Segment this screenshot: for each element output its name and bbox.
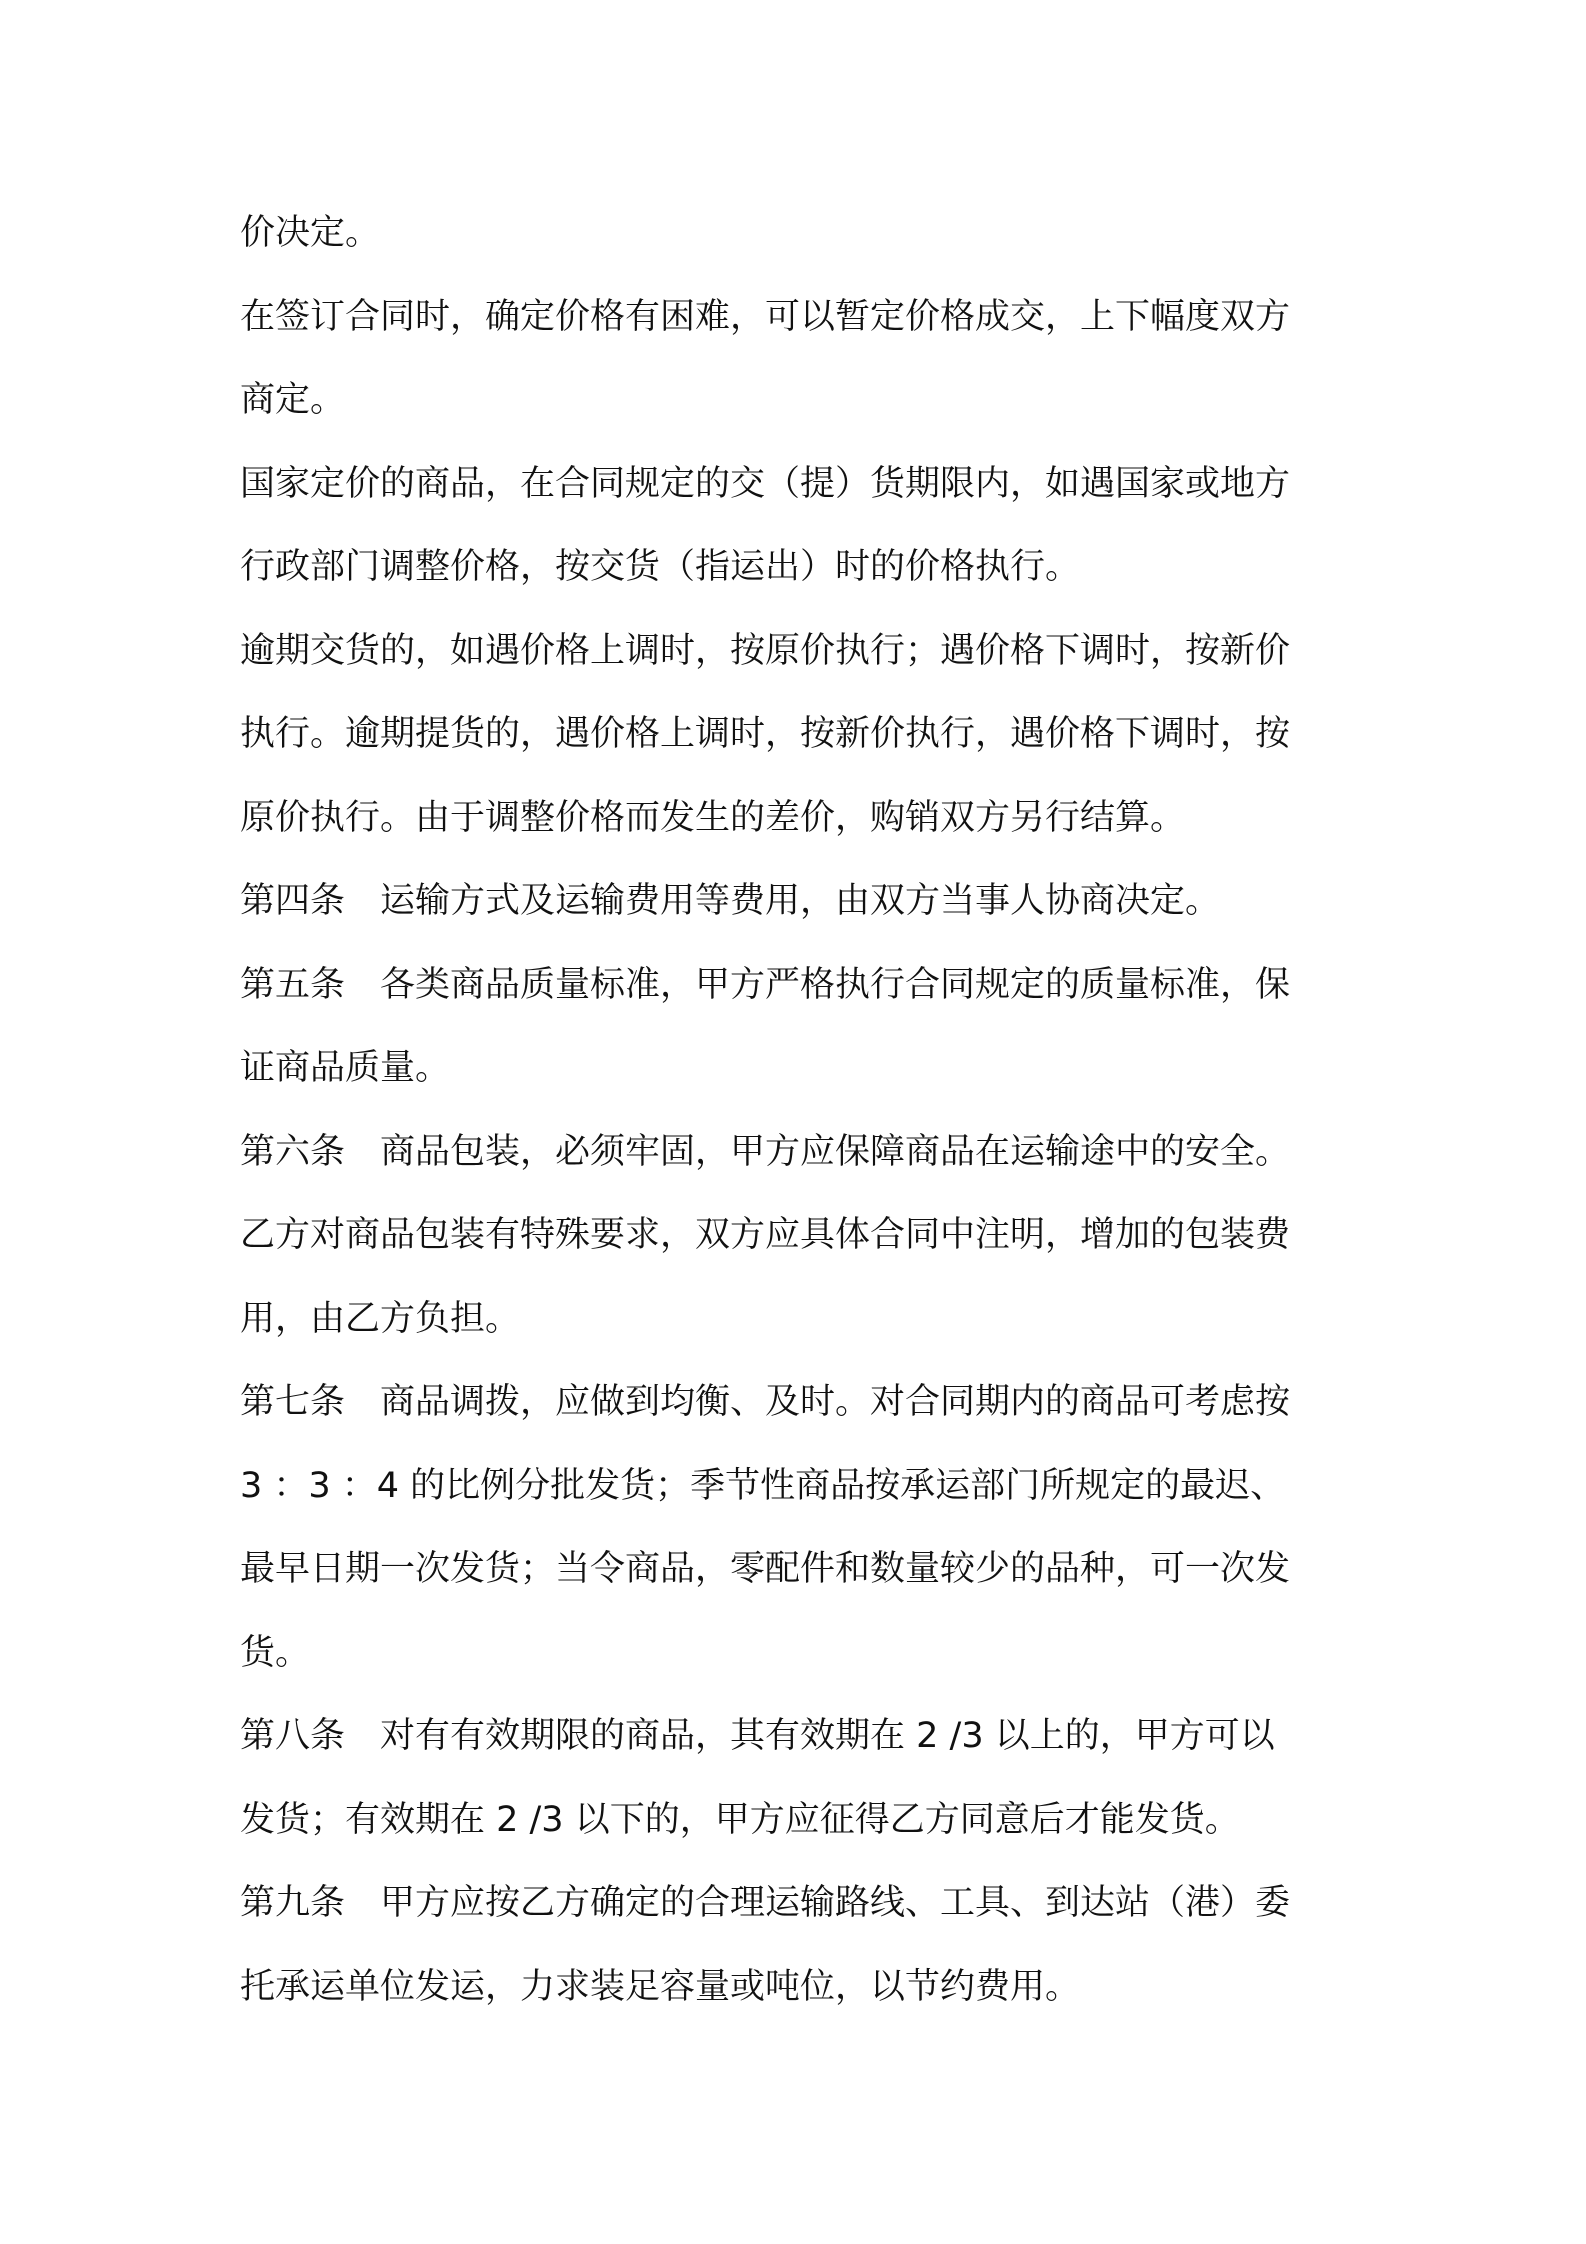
text-line: 原价执行。由于调整价格而发生的差价，购销双方另行结算。 <box>240 797 1186 838</box>
text-line: 价决定。 <box>240 213 381 253</box>
text-line: 乙方对商品包装有特殊要求，双方应具体合同中注明，增加的包装费 <box>240 1215 1291 1255</box>
text-line: 托承运单位发运，力求装足容量或吨位，以节约费用。 <box>240 1966 1081 2007</box>
article-9-line: 第九条 甲方应按乙方确定的合理运输路线、工具、到达站（港）委 <box>240 1883 1291 1923</box>
contract-text <box>240 192 1355 2029</box>
article-6-line: 第六条 商品包装，必须牢固，甲方应保障商品在运输途中的安全。 <box>240 1131 1291 1172</box>
text-line: 国家定价的商品，在合同规定的交（提）货期限内，如遇国家或地方 <box>240 463 1291 504</box>
text-line: 3 ：3 ：4 的比例分批发货；季节性商品按承运部门所规定的最迟、 <box>240 1465 1286 1506</box>
text-line: 货。 <box>240 1632 311 1673</box>
text-line: 证商品质量。 <box>240 1048 451 1088</box>
text-line: 用，由乙方负担。 <box>240 1298 521 1339</box>
text-line: 最早日期一次发货；当令商品，零配件和数量较少的品种，可一次发 <box>240 1549 1291 1589</box>
article-5-line: 第五条 各类商品质量标准，甲方严格执行合同规定的质量标准，保 <box>240 964 1291 1005</box>
article-8-line: 第八条 对有有效期限的商品，其有效期在 2 /3 以上的，甲方可以 <box>240 1716 1275 1756</box>
text-line: 在签订合同时，确定价格有困难，可以暂定价格成交，上下幅度双方 <box>240 296 1291 337</box>
text-line: 执行。逾期提货的，遇价格上调时，按新价执行，遇价格下调时，按 <box>240 714 1291 754</box>
text-line: 行政部门调整价格，按交货（指运出）时的价格执行。 <box>240 547 1081 587</box>
text-line: 商定。 <box>240 380 346 420</box>
article-4-line: 第四条 运输方式及运输费用等费用，由双方当事人协商决定。 <box>240 881 1221 921</box>
article-7-line: 第七条 商品调拨，应做到均衡、及时。对合同期内的商品可考虑按 <box>240 1382 1291 1422</box>
text-line: 逾期交货的，如遇价格上调时，按原价执行；遇价格下调时，按新价 <box>240 630 1291 671</box>
text-line: 发货；有效期在 2 /3 以下的，甲方应征得乙方同意后才能发货。 <box>240 1799 1240 1840</box>
